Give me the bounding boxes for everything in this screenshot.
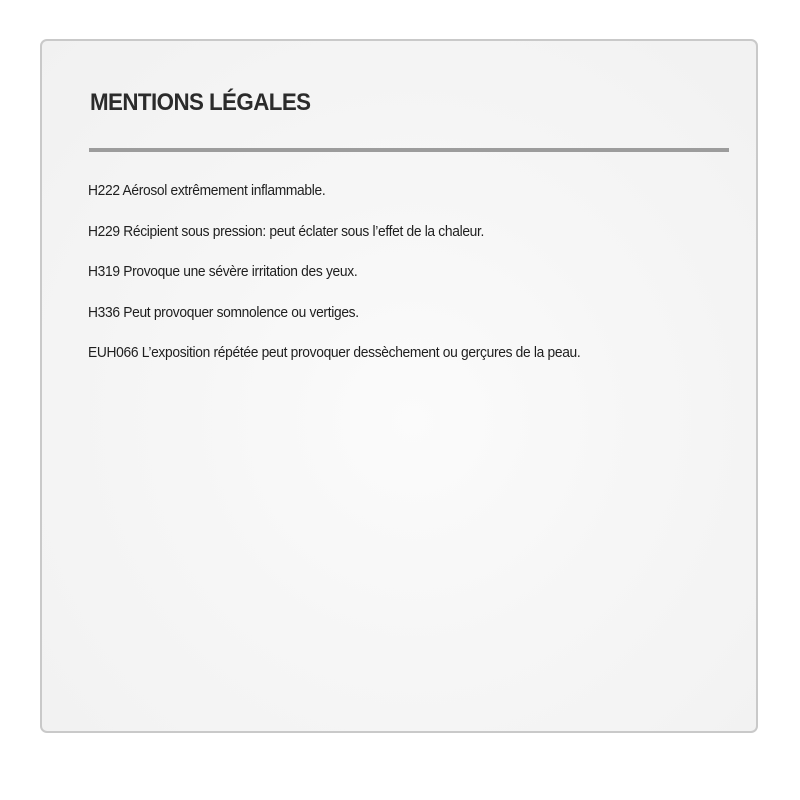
section-title: MENTIONS LÉGALES [90, 89, 311, 116]
hazard-statement-h222: H222 Aérosol extrêmement inflammable. [88, 182, 326, 199]
hazard-statement-h229: H229 Récipient sous pression: peut éclater sous l’effet de la chaleur. [88, 222, 485, 240]
legal-notices-card [40, 39, 758, 733]
hazard-statement-h319: H319 Provoque une sévère irritation des yeux. [88, 263, 358, 280]
hazard-statement-euh066: EUH066 L’exposition répétée peut provoquer dessèchement ou gerçures de la peau. [88, 344, 581, 361]
hazard-statement-h336: H336 Peut provoquer somnolence ou vertiges. [88, 303, 359, 321]
hazard-statements-list [88, 181, 623, 384]
title-divider [89, 148, 729, 152]
